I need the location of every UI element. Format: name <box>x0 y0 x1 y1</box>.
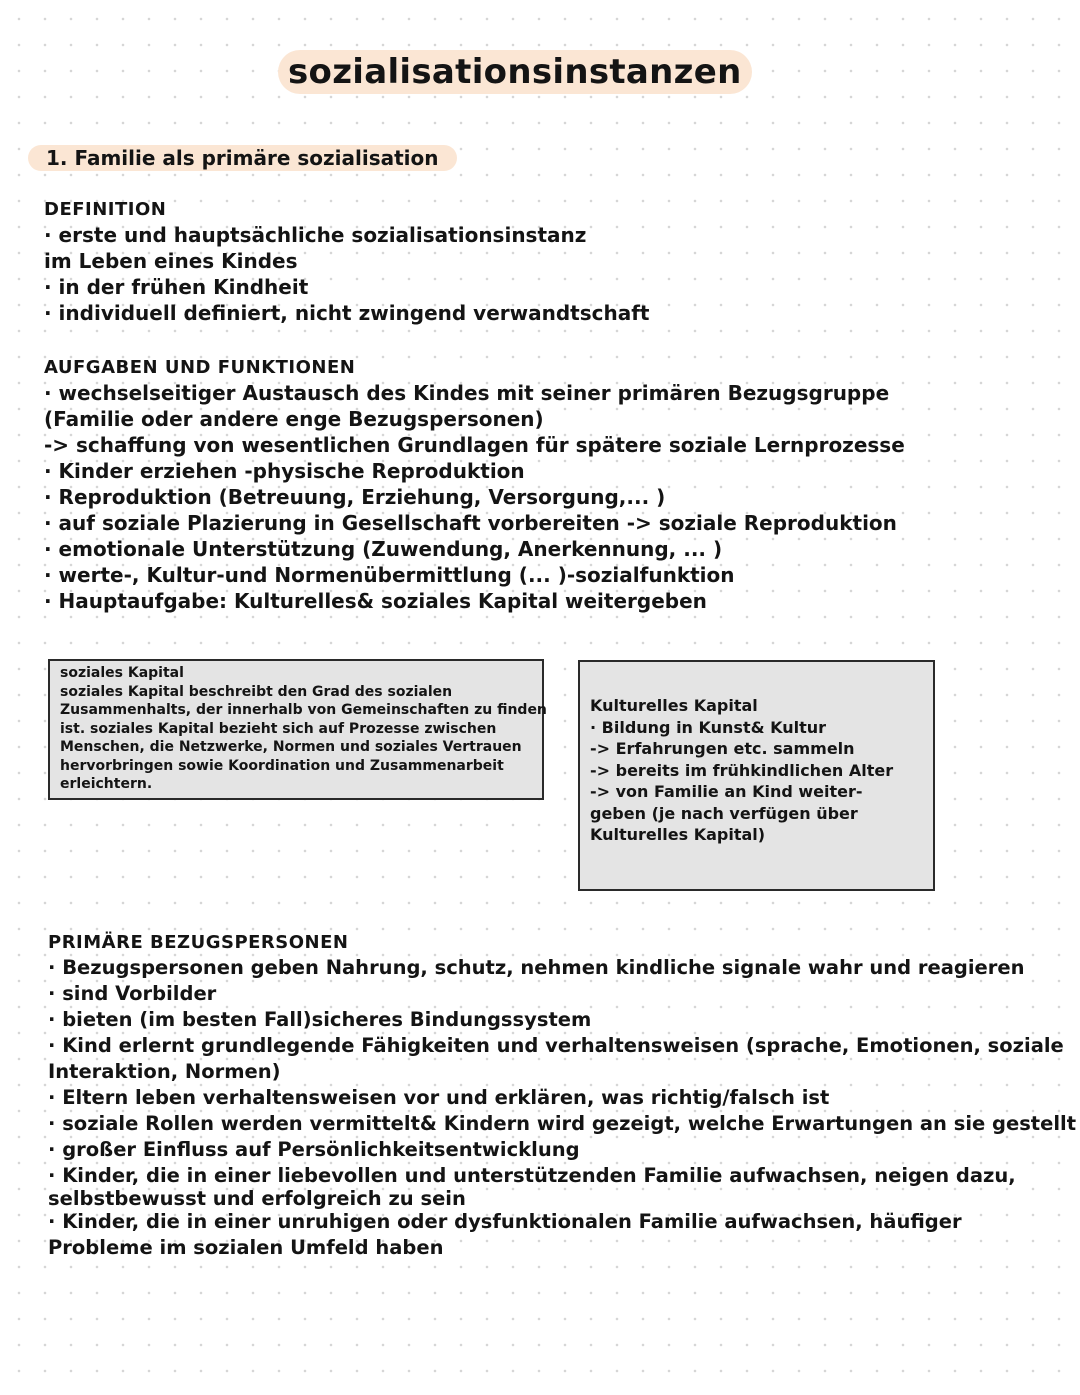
bezugspersonen-line: · Kind erlernt grundlegende Fähigkeiten und verhaltensweisen (sprache, Emotionen, soziale <box>48 1034 1064 1057</box>
bezugspersonen-line: · soziale Rollen werden vermittelt& Kindern wird gezeigt, welche Erwartungen an sie gestellt <box>48 1112 1077 1135</box>
cultural-capital-line: Kulturelles Kapital) <box>590 825 766 844</box>
cultural-capital-line: geben (je nach verfügen über <box>590 803 858 823</box>
aufgaben-block <box>44 356 1044 614</box>
bezugspersonen-block <box>48 931 1077 1261</box>
aufgaben-line: (Familie oder andere enge Bezugspersonen) <box>44 407 544 431</box>
bezugspersonen-line: · bieten (im besten Fall)sicheres Bindungssystem <box>48 1008 592 1031</box>
bezugspersonen-line: Interaktion, Normen) <box>48 1060 281 1083</box>
bezugspersonen-line: selbstbewusst und erfolgreich zu sein <box>48 1187 466 1210</box>
aufgaben-line: · Hauptaufgabe: Kulturelles& soziales Kapital weitergeben <box>44 589 707 613</box>
section-heading: 1. Familie als primäre sozialisation <box>28 145 457 171</box>
aufgaben-heading: AUFGABEN UND FUNKTIONEN <box>44 357 356 378</box>
cultural-capital-line: -> bereits im frühkindlichen Alter <box>590 760 894 780</box>
aufgaben-line: · emotionale Unterstützung (Zuwendung, Anerkennung, ... ) <box>44 537 723 561</box>
page-title: sozialisationsinstanzen <box>278 50 752 94</box>
aufgaben-line: · Reproduktion (Betreuung, Erziehung, Versorgung,... ) <box>44 485 666 509</box>
social-capital-line: hervorbringen sowie Koordination und Zusammenarbeit <box>60 757 504 774</box>
bezugspersonen-line: · Kinder, die in einer liebevollen und unterstützenden Familie aufwachsen, neigen dazu, <box>48 1164 1016 1187</box>
aufgaben-line: · wechselseitiger Austausch des Kindes mit seiner primären Bezugsgruppe <box>44 381 890 405</box>
cultural-capital-line: · Bildung in Kunst& Kultur <box>590 717 827 737</box>
cultural-capital-line: -> Erfahrungen etc. sammeln <box>590 739 855 758</box>
definition-line: · individuell definiert, nicht zwingend verwandtschaft <box>44 301 650 325</box>
bezugspersonen-line: · sind Vorbilder <box>48 982 217 1005</box>
bezugspersonen-heading: PRIMÄRE BEZUGSPERSONEN <box>48 932 349 953</box>
aufgaben-line: · werte-, Kultur-und Normenübermittlung (... )-sozialfunktion <box>44 563 735 587</box>
social-capital-line: ist. soziales Kapital bezieht sich auf Prozesse zwischen <box>60 720 497 737</box>
aufgaben-line: · auf soziale Plazierung in Gesellschaft vorbereiten -> soziale Reproduktion <box>44 511 897 535</box>
social-capital-box <box>48 659 547 800</box>
bezugspersonen-line: · großer Einfluss auf Persönlichkeitsentwicklung <box>48 1138 580 1161</box>
cultural-capital-box <box>578 660 935 891</box>
bezugspersonen-line: · Kinder, die in einer unruhigen oder dysfunktionalen Familie aufwachsen, häufiger <box>48 1210 962 1233</box>
bezugspersonen-line: · Eltern leben verhaltensweisen vor und erklären, was richtig/falsch ist <box>48 1086 830 1109</box>
social-capital-line: Zusammenhalts, der innerhalb von Gemeinschaften zu finden <box>60 702 547 718</box>
aufgaben-line: -> schaffung von wesentlichen Grundlagen für spätere soziale Lernprozesse <box>44 433 905 457</box>
definition-line: im Leben eines Kindes <box>44 249 298 273</box>
social-capital-line: erleichtern. <box>60 776 153 792</box>
definition-line: · erste und hauptsächliche sozialisationsinstanz <box>44 223 587 247</box>
social-capital-title: soziales Kapital <box>60 665 184 681</box>
aufgaben-line: · Kinder erziehen -physische Reproduktion <box>44 459 525 483</box>
bezugspersonen-line: Probleme im sozialen Umfeld haben <box>48 1236 444 1259</box>
cultural-capital-title: Kulturelles Kapital <box>590 696 758 715</box>
bezugspersonen-line: · Bezugspersonen geben Nahrung, schutz, nehmen kindliche signale wahr und reagieren <box>48 956 1025 979</box>
social-capital-line: Menschen, die Netzwerke, Normen und soziales Vertrauen <box>60 739 522 755</box>
definition-heading: DEFINITION <box>44 199 167 220</box>
cultural-capital-line: -> von Familie an Kind weiter- <box>590 782 863 801</box>
definition-line: · in der frühen Kindheit <box>44 275 309 299</box>
definition-block <box>44 198 1044 326</box>
social-capital-line: soziales Kapital beschreibt den Grad des sozialen <box>60 683 453 700</box>
